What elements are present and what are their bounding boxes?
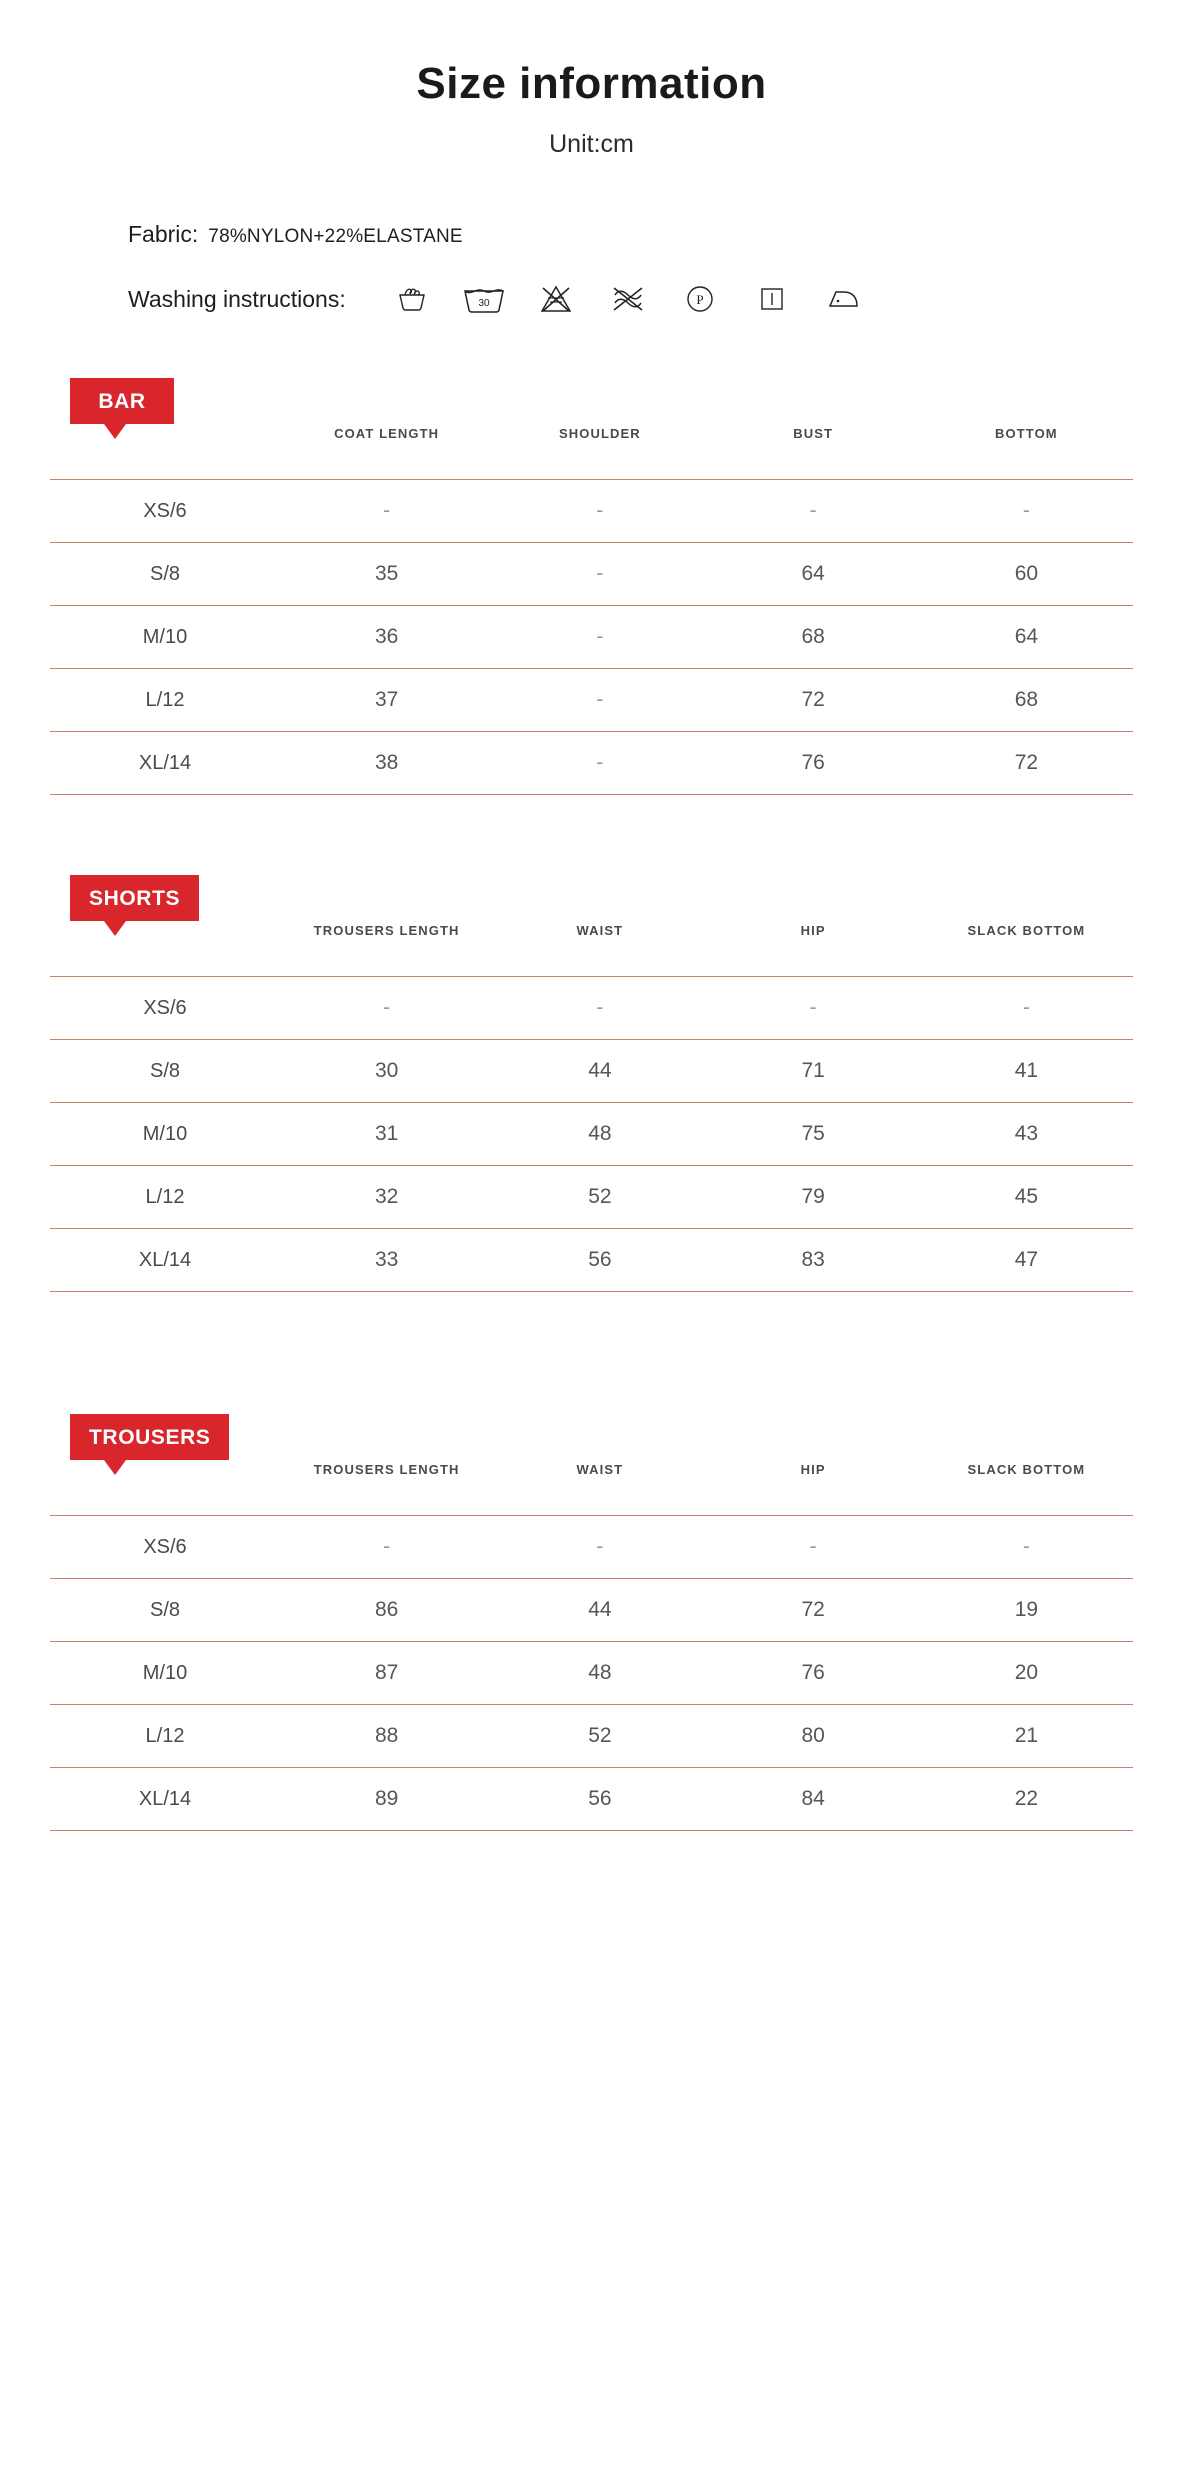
section-tag-shorts [70, 875, 199, 936]
column-header-3: HIP [800, 1462, 826, 1478]
tag-arrow-icon [104, 1460, 126, 1475]
cell-value: 80 [707, 1705, 920, 1768]
cell-value: 38 [280, 732, 493, 795]
do-not-wring-icon [592, 286, 664, 312]
cell-value: - [493, 1516, 706, 1579]
column-header-1: TROUSERS LENGTH [313, 923, 460, 939]
section-tag-label: BAR [70, 378, 174, 424]
cell-value: - [707, 977, 920, 1040]
column-header-4: SLACK BOTTOM [967, 923, 1086, 939]
cell-value: 88 [280, 1705, 493, 1768]
dry-clean-p-icon [664, 285, 736, 313]
cell-value: 75 [707, 1103, 920, 1166]
size-table-shorts [50, 875, 1133, 1292]
table-row [50, 1579, 1133, 1642]
cell-value: - [280, 1516, 493, 1579]
svg-text:30: 30 [478, 298, 490, 310]
cell-value: 89 [280, 1768, 493, 1831]
cell-size: S/8 [50, 543, 280, 606]
cell-value: 52 [493, 1705, 706, 1768]
cell-value: - [493, 977, 706, 1040]
table-row [50, 1166, 1133, 1229]
section-shorts [0, 875, 1183, 1292]
cell-size: XL/14 [50, 732, 280, 795]
table-row [50, 977, 1133, 1040]
cell-value: 21 [920, 1705, 1133, 1768]
table-row [50, 480, 1133, 543]
cell-value: 43 [920, 1103, 1133, 1166]
tag-arrow-icon [104, 921, 126, 936]
cell-value: 47 [920, 1229, 1133, 1292]
cell-value: - [493, 669, 706, 732]
size-table-trousers [50, 1414, 1133, 1831]
cell-value: 52 [493, 1166, 706, 1229]
cell-value: 35 [280, 543, 493, 606]
column-header-2: WAIST [576, 923, 624, 939]
section-bar [0, 378, 1183, 795]
cell-value: - [280, 977, 493, 1040]
cell-value: 64 [920, 606, 1133, 669]
table-header-row [50, 875, 1133, 977]
cell-value: 64 [707, 543, 920, 606]
do-not-bleach-icon [520, 284, 592, 314]
cell-size: XL/14 [50, 1229, 280, 1292]
cell-size: XL/14 [50, 1768, 280, 1831]
svg-text:P: P [696, 292, 704, 308]
cell-value: - [707, 480, 920, 543]
cell-value: - [280, 480, 493, 543]
unit-label: Unit:cm [549, 130, 634, 159]
cell-value: 32 [280, 1166, 493, 1229]
table-row [50, 606, 1133, 669]
cell-size: XS/6 [50, 1516, 280, 1579]
cell-value: - [920, 1516, 1133, 1579]
section-tag-trousers [70, 1414, 229, 1475]
table-row [50, 1705, 1133, 1768]
cell-value: 83 [707, 1229, 920, 1292]
cell-size: L/12 [50, 669, 280, 732]
table-row [50, 543, 1133, 606]
cell-value: - [707, 1516, 920, 1579]
section-trousers [0, 1414, 1183, 1831]
cell-value: 31 [280, 1103, 493, 1166]
cell-value: 72 [920, 732, 1133, 795]
cell-value: 48 [493, 1642, 706, 1705]
fabric-row [128, 221, 1183, 248]
table-header-row [50, 378, 1133, 480]
cell-value: 37 [280, 669, 493, 732]
washing-instructions-row [128, 284, 1183, 314]
cell-value: 19 [920, 1579, 1133, 1642]
cell-value: - [920, 480, 1133, 543]
cell-size: XS/6 [50, 480, 280, 543]
column-header-1: COAT LENGTH [334, 426, 440, 442]
cell-value: 44 [493, 1040, 706, 1103]
cell-value: 76 [707, 732, 920, 795]
hand-wash-icon [376, 286, 448, 312]
table-row [50, 1768, 1133, 1831]
table-row [50, 1103, 1133, 1166]
cell-value: 87 [280, 1642, 493, 1705]
cell-value: 36 [280, 606, 493, 669]
table-row [50, 669, 1133, 732]
column-header-2: WAIST [576, 1462, 624, 1478]
cell-value: 72 [707, 669, 920, 732]
machine-wash-30-icon [448, 284, 520, 314]
cell-value: 22 [920, 1768, 1133, 1831]
cell-value: 71 [707, 1040, 920, 1103]
column-header-2: SHOULDER [559, 426, 641, 442]
cell-size: M/10 [50, 1103, 280, 1166]
section-tag-label: SHORTS [70, 875, 199, 921]
size-table-bar [50, 378, 1133, 795]
garment-info [0, 221, 1183, 314]
section-tag-label: TROUSERS [70, 1414, 229, 1460]
drip-dry-icon [736, 286, 808, 312]
cell-size: L/12 [50, 1705, 280, 1768]
cell-value: 56 [493, 1229, 706, 1292]
cell-value: 72 [707, 1579, 920, 1642]
column-header-4: SLACK BOTTOM [967, 1462, 1086, 1478]
table-row [50, 1516, 1133, 1579]
cell-value: - [493, 543, 706, 606]
cell-value: 33 [280, 1229, 493, 1292]
tag-arrow-icon [104, 424, 126, 439]
cell-value: 30 [280, 1040, 493, 1103]
cell-value: 41 [920, 1040, 1133, 1103]
cell-value: 76 [707, 1642, 920, 1705]
section-tag-bar [70, 378, 174, 439]
column-header-3: BUST [793, 426, 834, 442]
cell-value: - [493, 732, 706, 795]
table-row [50, 732, 1133, 795]
cell-size: S/8 [50, 1579, 280, 1642]
cell-value: 68 [920, 669, 1133, 732]
cell-value: 44 [493, 1579, 706, 1642]
cell-size: M/10 [50, 606, 280, 669]
cell-value: 86 [280, 1579, 493, 1642]
cell-size: L/12 [50, 1166, 280, 1229]
washing-icons [376, 284, 880, 314]
cell-value: 68 [707, 606, 920, 669]
cell-value: 60 [920, 543, 1133, 606]
column-header-3: HIP [800, 923, 826, 939]
cell-value: 20 [920, 1642, 1133, 1705]
cell-size: S/8 [50, 1040, 280, 1103]
fabric-label: Fabric: [128, 221, 199, 248]
cell-value: - [920, 977, 1133, 1040]
column-header-1: TROUSERS LENGTH [313, 1462, 460, 1478]
cell-value: 79 [707, 1166, 920, 1229]
page-title: Size information [416, 59, 767, 108]
cell-value: - [493, 480, 706, 543]
cell-value: - [493, 606, 706, 669]
cell-size: M/10 [50, 1642, 280, 1705]
column-header-4: BOTTOM [995, 426, 1058, 442]
page-header [0, 0, 1183, 159]
iron-low-icon [808, 286, 880, 312]
cell-value: 45 [920, 1166, 1133, 1229]
washing-instructions-label: Washing instructions: [128, 285, 346, 312]
table-row [50, 1229, 1133, 1292]
cell-value: 84 [707, 1768, 920, 1831]
cell-value: 56 [493, 1768, 706, 1831]
table-row [50, 1642, 1133, 1705]
cell-size: XS/6 [50, 977, 280, 1040]
table-row [50, 1040, 1133, 1103]
cell-value: 48 [493, 1103, 706, 1166]
fabric-value: 78%NYLON+22%ELASTANE [208, 226, 463, 248]
